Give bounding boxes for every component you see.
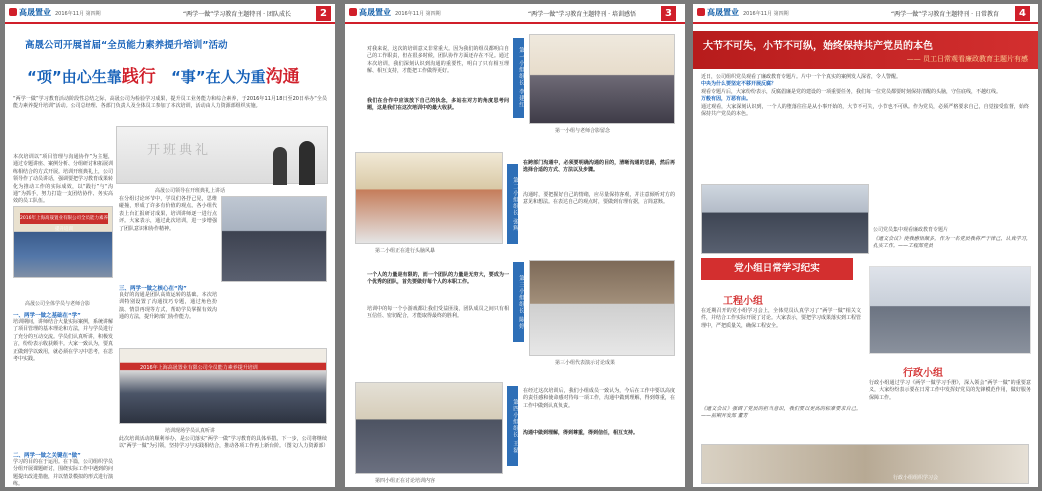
photo-group	[13, 206, 113, 278]
photo-caption: 第一小组与老师合影留念	[555, 128, 611, 134]
photo-classroom	[221, 196, 327, 282]
logo-mark-icon	[349, 8, 357, 16]
logo-mark-icon	[697, 8, 705, 16]
photo-caption: 第三小组代表演示讨论成果	[555, 360, 616, 366]
photo-caption: 高晟公司领导在开班典礼上讲话	[155, 188, 226, 194]
photo-caption: 第二小组正在进行头脑风暴	[375, 248, 436, 254]
page-header	[693, 4, 1038, 24]
header-title: “两学一做”学习教育主题特刊 · 日常教育	[891, 11, 999, 18]
photo-caption: 培训现场学员认真听讲	[165, 428, 216, 434]
header-title: “两学一做”学习教育主题特刊 · 培训感悟	[528, 11, 636, 18]
page-right	[693, 4, 1038, 487]
member-quote: 《通文会议》强调了党员的担当意识，我们要以更高的标准要求自己。——前期开发部 董芳	[701, 406, 861, 420]
logo-mark-icon	[9, 8, 17, 16]
page-middle	[345, 4, 685, 487]
intro-paragraph: “两学一做”学习教育活动阶段性总结之际，高晟公司为检验学习成果，提升员工业务能力和综合素养，于2016年11月18日至20日举办“全员能力素养提升培训”活动。公司总经理、各部门负责人及全体员工参加了本次培训，活动由人力资源部组织实施。	[13, 96, 327, 110]
article-body: 近日，公司组织党员观看了廉政教育专题片。片中一个个真实的案例发人深省，令人警醒。 中央为什么要坚定不移开展反腐？ 观看专题片后，大家纷纷表示，反腐倡廉是党的建设的一项重要任务，我们每一位党员都要时刻保持清醒的头脑，守住底线，不越红线。 万般有因，万恶有由。 通过观看，大家深刻认识到，一个人的堕落往往是从小事开始的，大节不可失，小节也不可纵。作为党员，必须严格要求自己，自觉接受监督，始终保持共产党员的本色。	[701, 74, 1029, 118]
group-heading: 行政小组	[903, 368, 943, 379]
brand-logo: 高晟置业 2016年11月 第四期	[697, 7, 789, 18]
article-title: 大节不可失，小节不可纵，始终保持共产党员的本色	[703, 41, 933, 52]
group-text: 在近期召开的党小组学习会上，全体党员认真学习了“两学一做”相关文件，并结合工作实际开展了讨论。大家表示，要把学习成果落实到工程管理中，严把质量关，确保工程安全。	[701, 308, 862, 329]
body-paragraph: 本次培训以“项目管理与沟通协作”为主题，通过专题讲座、案例分析、分组研讨和拓展训练相结合的方式开展。培训开班典礼上，公司领导作了动员讲话，强调要把学习教育成果转化为推动工作的实际成效，以“践行”与“沟通”为抓手，努力打造一支团结协作、务实高效的员工队伍。	[13, 154, 114, 205]
question-heading: 中央为什么要坚定不移开展反腐？	[701, 81, 777, 88]
group-tag: 第二小组组长 张辉	[507, 164, 518, 244]
section-heading: 一、两学一做之基础在“学”	[13, 313, 81, 319]
body-paragraph: 学习的目的在于运用。在下篇，公司组织学员分组开展课题研讨，围绕实际工作中遇到的问题提出改进措施，并以情景模拟的形式进行演练。	[13, 459, 114, 488]
group-tag: 第一小组组长 李建红	[513, 38, 524, 118]
photo-opening-ceremony	[116, 126, 328, 184]
group-tag: 第三小组组长 陈婷	[513, 262, 524, 342]
photo-group-4	[355, 382, 503, 474]
body-paragraph: 此次培训活动的顺利举办，是公司落实“两学一做”学习教育的具体举措。下一步，公司将继续以“两学一做”为引领，坚持学习与实践相结合，推动各项工作再上新台阶。（图文/人力资源部）	[119, 436, 329, 450]
section-title: 党小组日常学习纪实	[701, 258, 853, 280]
reflection-quote: 我们在合作中应该放下自己的执念，多站在对方的角度思考问题，这是我们在这次培训中的最大收获。	[367, 98, 509, 112]
photo-group-1	[529, 34, 675, 124]
issue-date: 2016年11月 第四期	[55, 11, 101, 17]
question-heading: 万般有因，万恶有由。	[701, 96, 752, 103]
photo-training-room: 2016年上海高晟置业有限公司全员能力素养提升培训	[119, 348, 327, 424]
page-left	[5, 4, 335, 487]
page-header	[345, 4, 685, 24]
photo-engineering-group	[869, 266, 1031, 354]
photo-caption: 行政小组组织学习会	[893, 475, 939, 481]
photo-caption: 公司党员集中观看廉政教育专题片	[873, 227, 949, 233]
brand-logo: 高晟置业 2016年11月 第四期	[349, 7, 441, 18]
headline: “项”由心生靠践行 “事”在人为重沟通	[27, 67, 300, 87]
photo-caption: 高晟公司全体学员与老师合影	[25, 301, 91, 307]
section-heading: 二、两学一做之关键在“做”	[13, 453, 81, 459]
page-number: 3	[661, 6, 676, 21]
group-heading: 工程小组	[723, 296, 763, 307]
reflection-text: 培训中的每一个小游戏都让我们受益匪浅，团队成员之间只有相互信任、密切配合，才能取得最终的胜利。	[367, 306, 509, 320]
article-subtitle: —— 员工日常观看廉政教育主题片有感	[906, 55, 1028, 63]
title-banner	[693, 31, 1038, 69]
body-paragraph: 在分组讨论环节中，学员们各抒己见，思维碰撞，形成了许多有价值的观点。各小组代表上台汇报研讨成果，培训讲师逐一进行点评。大家表示，通过此次培训，进一步增强了团队意识和协作精神。	[119, 196, 217, 232]
header-title: “两学一做”学习教育主题特刊 · 团队成长	[183, 11, 291, 18]
group-text: 行政小组通过学习《两学一做学习手册》，深入领会“两学一做”的重要意义，大家纷纷表示要在日常工作中发挥好党员的先锋模范作用，做好服务保障工作。	[869, 380, 1031, 401]
page-header	[5, 4, 335, 24]
group-tag: 第四小组组长 王磊	[507, 386, 518, 466]
reflection-text: 沟通时，要把握好自己的情绪，应尽量保持客观，并注意倾听对方的意见和想法。在表达自己的观点时，要做到有理有据，言简意赅。	[523, 192, 675, 206]
photo-banner: 2016年上海高晟置业有限公司全员能力素养提升培训	[20, 213, 108, 224]
photo-caption: 第四小组正在讨论培训内容	[375, 478, 436, 484]
reflection-text: 对我来说，这次的培训意义非常重大。因为我们的组员都明白自己的工作职责，但在很多时候，团队协作方面还存在不足。通过本次培训，我们深刻认识到沟通的重要性，明白了只有相互理解、相互支持，才能把工作做得更好。	[367, 46, 509, 75]
photo-banner-text: 开班典礼	[147, 143, 212, 158]
page-number: 2	[316, 6, 331, 21]
reflection-text: 在经过这次培训后，我们小组成员一致认为，今后在工作中要以高度的责任感和使命感对待每一项工作，沟通中做到理解，得到尊重，在工作中做到认真负责。	[523, 388, 675, 409]
brand-logo: 高晟置业 2016年11月 第四期	[9, 7, 101, 18]
member-quote: 《通文会议》使我感悟颇多，作为一名党员我将严于律己，认真学习，扎实工作。——工程部党员	[873, 236, 1031, 250]
body-paragraph: 良好的沟通是团队高效运转的基础。本次培训特别设置了沟通技巧专题，通过角色扮演、情景再现等方式，帮助学员掌握有效沟通的方法，提升跨部门协作能力。	[119, 292, 217, 321]
reflection-quote: 在跨部门沟通中，必须要明确沟通的目的，清晰沟通的思路，然后再选择合适的方式、方法以及步骤。	[523, 160, 675, 174]
issue-date: 2016年11月 第四期	[743, 11, 789, 17]
reflection-quote: 沟通中做到理解，得到尊重，得到信任，相互支持。	[523, 430, 639, 436]
page-number: 4	[1015, 6, 1030, 21]
issue-date: 2016年11月 第四期	[395, 11, 441, 17]
photo-group-3	[529, 260, 675, 356]
reflection-quote: 一个人的力量是有限的，而一个团队的力量是无穷大，要成为一个优秀的团队，首先要做好每个人的本职工作。	[367, 272, 509, 286]
article-title: 高晟公司开展首届“全员能力素养提升培训”活动	[25, 40, 228, 51]
section-heading: 三、两学一做之核心在“沟”	[119, 286, 187, 292]
photo-group-2	[355, 152, 503, 244]
body-paragraph: 培训期间，讲师结合大量实际案例，系统讲解了项目管理的基本理论和方法，并与学员进行了充分的互动交流。学员们认真听讲，积极发言，纷纷表示收获颇丰。大家一致认为，要真正做到学以致用，就必须在学习中思考，在思考中实践。	[13, 319, 114, 363]
photo-watching	[701, 184, 869, 254]
photo-admin-group	[701, 444, 1029, 484]
